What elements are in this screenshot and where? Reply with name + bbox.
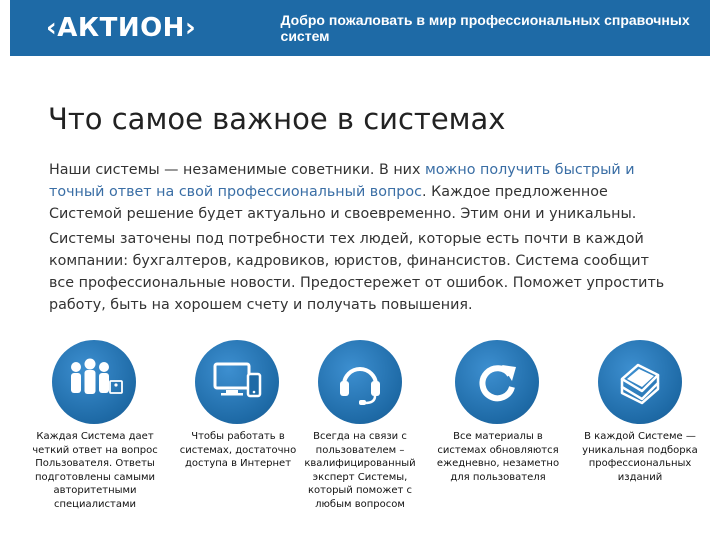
headset-icon (318, 340, 402, 424)
devices-icon (195, 340, 279, 424)
books-icon (598, 340, 682, 424)
page-title: Что самое важное в системах (48, 102, 506, 136)
paragraph-1-end: . Каждое предложенное Системой решение будет актуально и своевременно. Этим они и уникальны. (49, 183, 637, 222)
paragraph-2: Системы заточены под потребности тех людей, которые есть почти в каждой компании: бухгалтеров, кадровиков, юристов, финансистов. Система сообщит все профессиональные новости. Предостережет от ошибок. Поможет упростить работу, быть на хорошем счету и получать повышения. (49, 231, 665, 313)
aktion-logo[interactable]: ‹АКТИОН› (46, 13, 197, 43)
intro-text (49, 160, 674, 317)
refresh-icon (455, 340, 539, 424)
feature-caption-1: Каждая Система дает четкий ответ на вопрос Пользователя. Ответы подготовлены самыми авторитетными специалистами (32, 431, 158, 510)
people-icon (52, 340, 136, 424)
paragraph-1-start: Наши системы — незаменимые советники. В них (49, 162, 425, 178)
features-row (0, 340, 720, 540)
feature-caption-2: Чтобы работать в системах, достаточно доступа в Интернет (179, 431, 297, 469)
feature-caption-5: В каждой Системе — уникальная подборка профессиональных изданий (582, 431, 698, 483)
feature-caption-4: Все материалы в системах обновляются ежедневно, незаметно для пользователя (436, 431, 560, 483)
paragraph-1-highlight: можно получить быстрый и точный ответ на свой профессиональный вопрос (49, 162, 635, 200)
paragraph-1 (49, 160, 674, 225)
header-tagline: Добро пожаловать в мир профессиональных справочных систем (280, 12, 690, 44)
header-banner (10, 0, 710, 56)
feature-caption-3: Всегда на связи с пользователем – квалифицированный эксперт Системы, который поможет с любым вопросом (304, 431, 416, 510)
